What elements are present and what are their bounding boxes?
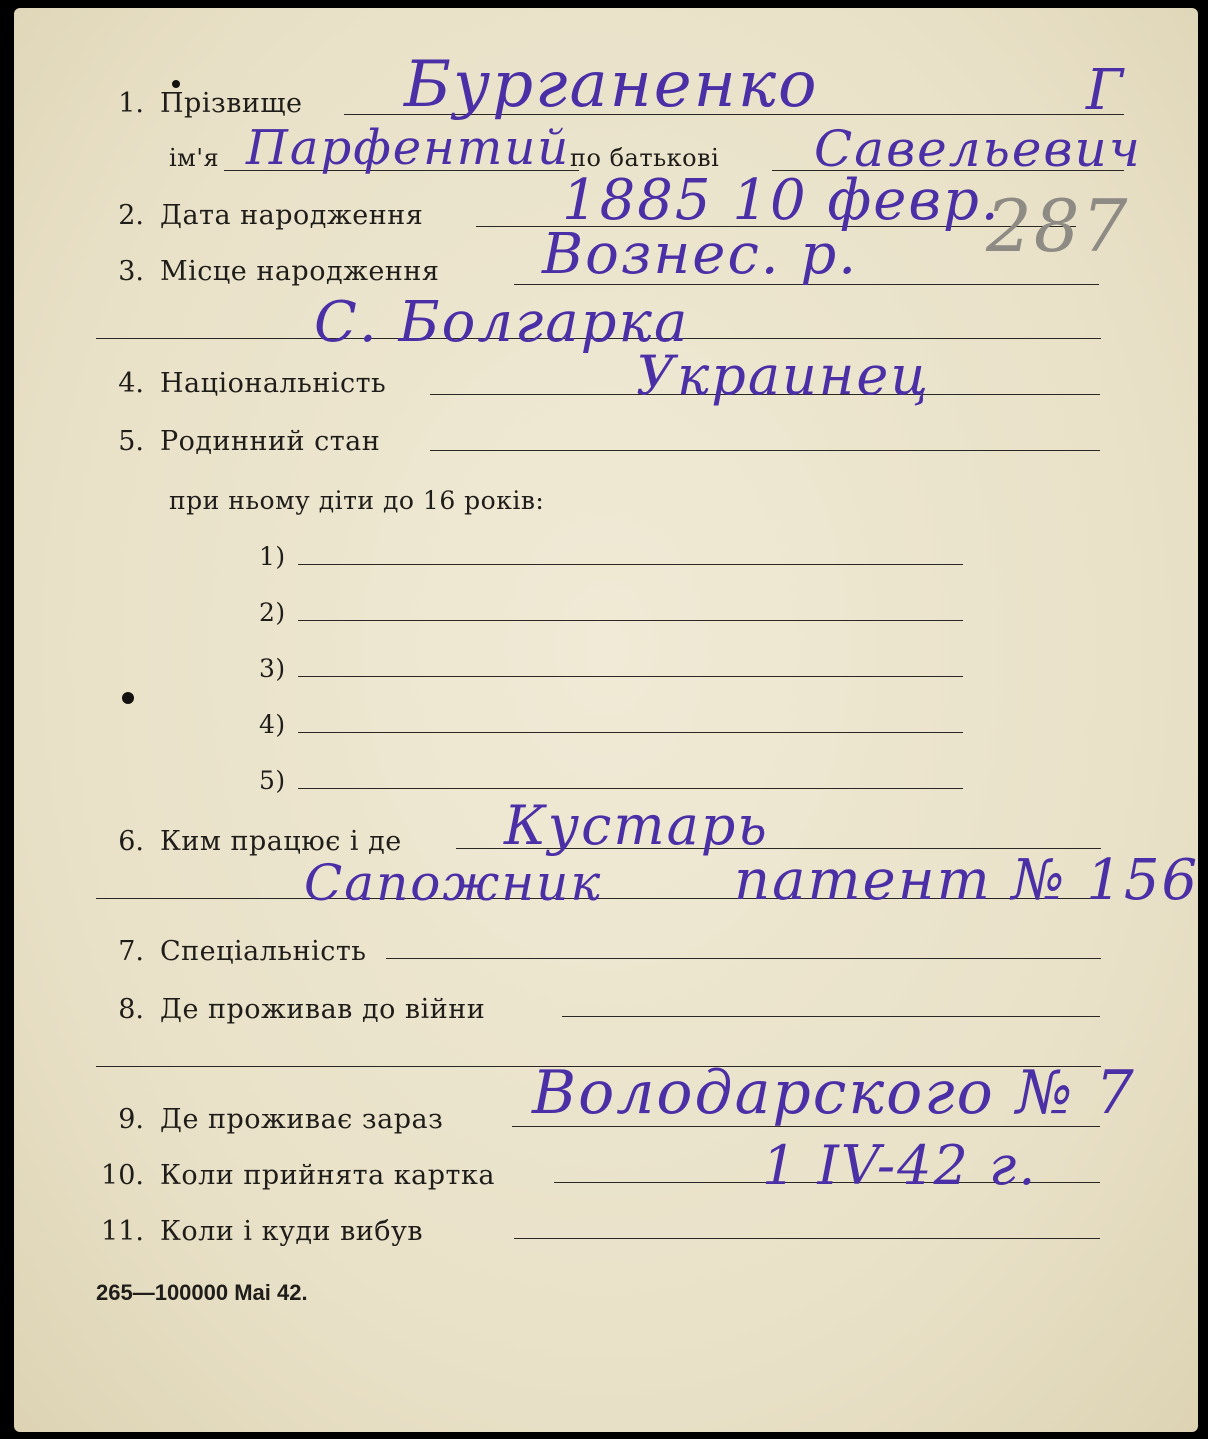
field-number: 8.	[118, 994, 144, 1025]
handwritten-birth-place-2: С. Болгарка	[314, 290, 690, 355]
field-number: 9.	[118, 1104, 144, 1135]
child-line	[298, 676, 963, 677]
line-marital-status	[430, 450, 1100, 451]
field-number: 5.	[118, 426, 144, 457]
label-birth-date: Дата народження	[160, 200, 424, 231]
handwritten-card-date: 1 IV-42 г.	[762, 1134, 1038, 1197]
field-number: 11.	[101, 1216, 144, 1247]
field-number: 6.	[118, 826, 144, 857]
pencil-number: 287	[986, 184, 1130, 268]
child-label: 4)	[259, 710, 286, 739]
label-patronymic: по батькові	[570, 144, 720, 172]
label-card-accepted: Коли прийнята картка	[160, 1160, 495, 1191]
child-label: 3)	[259, 654, 286, 683]
child-line	[298, 564, 963, 565]
handwritten-surname: Бурганенко	[404, 48, 819, 122]
child-label: 5)	[259, 766, 286, 795]
label-children: при ньому діти до 16 років:	[169, 486, 545, 515]
field-number: 7.	[118, 936, 144, 967]
handwritten-birth-place-1: Вознес. р.	[542, 222, 859, 287]
line-specialty	[386, 958, 1101, 959]
label-birth-place: Місце народження	[160, 256, 440, 287]
handwritten-nationality: Украинец	[636, 344, 931, 407]
registration-card	[14, 8, 1198, 1432]
handwritten-work-1: Кустарь	[504, 794, 769, 857]
line-departed	[514, 1238, 1100, 1239]
label-first-name: ім'я	[169, 144, 220, 172]
label-residence-before-war: Де проживав до війни	[160, 994, 486, 1025]
child-label: 2)	[259, 598, 286, 627]
handwritten-first-name: Парфентий	[246, 120, 571, 176]
handwritten-surname-mark: Г	[1086, 58, 1126, 123]
handwritten-work-3: патент № 156	[734, 848, 1200, 913]
line-residence-before-war	[562, 1016, 1100, 1017]
child-line	[298, 620, 963, 621]
punch-hole	[122, 692, 134, 704]
label-nationality: Національність	[160, 368, 387, 399]
field-number: 2.	[118, 200, 144, 231]
print-run-footer: 265—100000 Mai 42.	[96, 1280, 308, 1305]
label-departed: Коли і куди вибув	[160, 1216, 424, 1247]
field-number: 1.	[118, 88, 144, 119]
handwritten-current-residence: Володарского № 7	[532, 1058, 1136, 1128]
child-line	[298, 788, 963, 789]
field-number: 10.	[101, 1160, 144, 1191]
label-specialty: Спеціальність	[160, 936, 367, 967]
ink-dot	[172, 80, 180, 88]
label-current-residence: Де проживає зараз	[160, 1104, 444, 1135]
field-number: 4.	[118, 368, 144, 399]
field-number: 3.	[118, 256, 144, 287]
handwritten-birth-date: 1885 10 февр.	[562, 168, 1001, 233]
handwritten-patronymic: Савельевич	[814, 120, 1142, 178]
label-work: Ким працює і де	[160, 826, 402, 857]
handwritten-work-2: Сапожник	[304, 854, 603, 912]
child-label: 1)	[259, 542, 286, 571]
label-surname: Прізвище	[160, 88, 303, 119]
label-marital-status: Родинний стан	[160, 426, 381, 457]
child-line	[298, 732, 963, 733]
